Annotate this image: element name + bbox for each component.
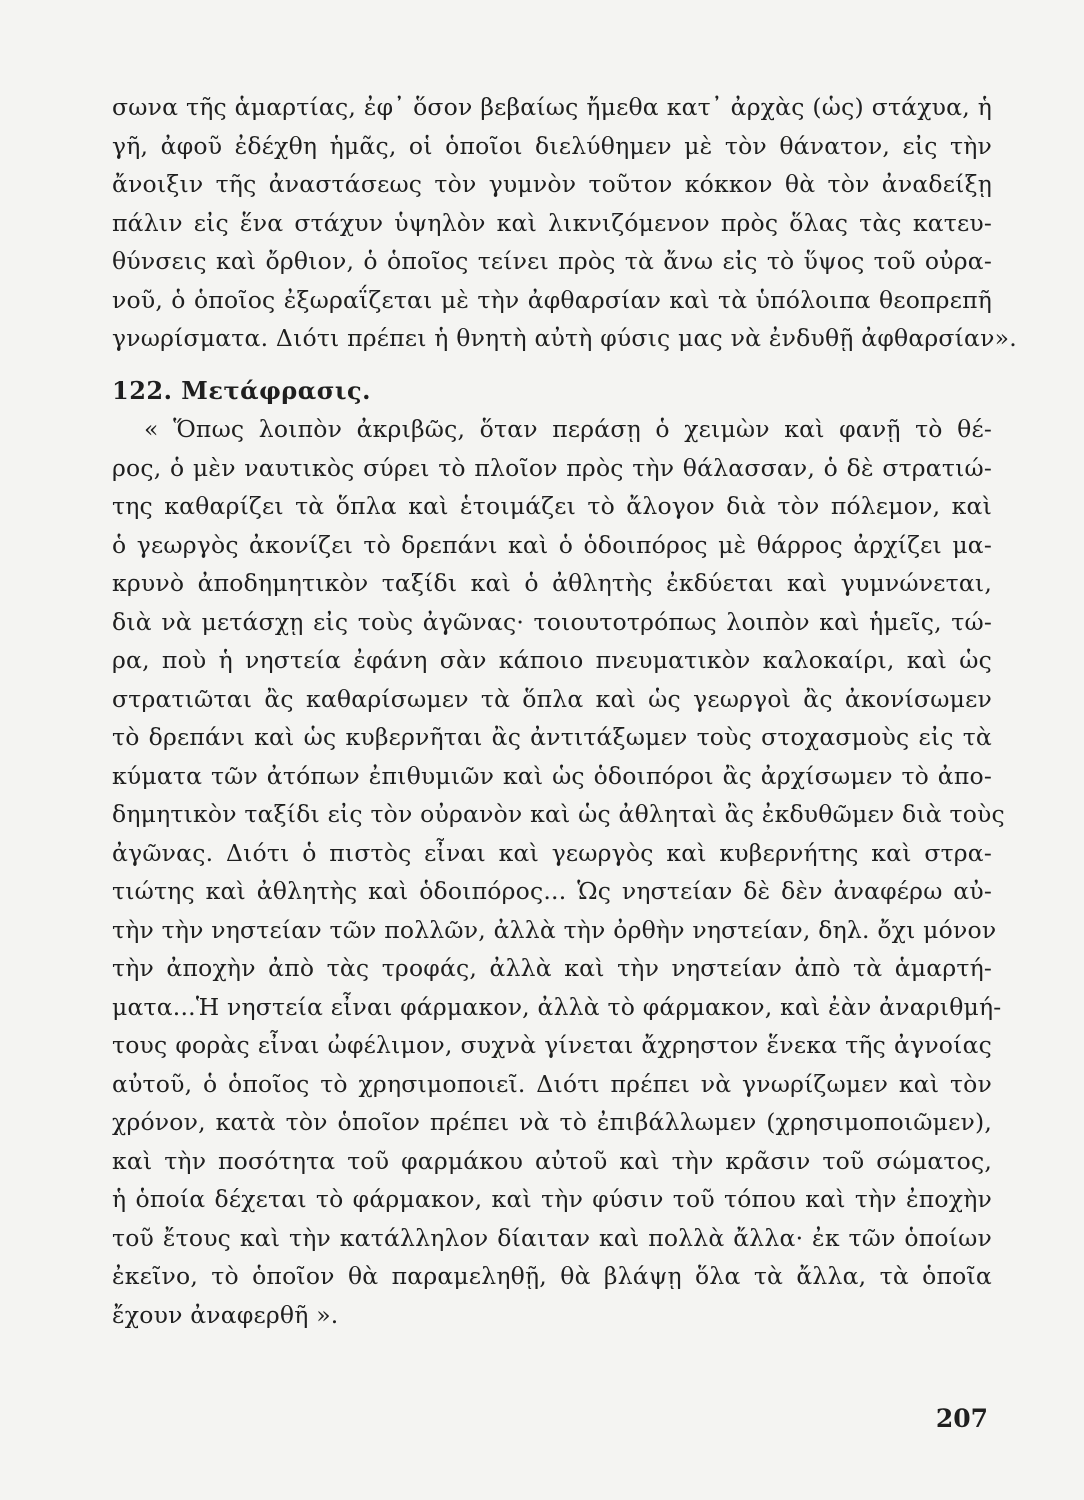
paragraph-2 (112, 410, 1005, 1334)
text-line: τὸ δρεπάνι καὶ ὡς κυβερνῆται ἂς ἀντιτάξωμεν τοὺς στοχασμοὺς εἰς τὰ (112, 723, 992, 751)
text-line: της καθαρίζει τὰ ὅπλα καὶ ἑτοιμάζει τὸ ἄλογον διὰ τὸν πόλεμον, καὶ (112, 492, 992, 520)
text-line: ἄνοιξιν τῆς ἀναστάσεως τὸν γυμνὸν τοῦτον κόκκον θὰ τὸν ἀναδείξῃ (112, 170, 992, 198)
text-line: ἔχουν ἀναφερθῆ ». (112, 1300, 339, 1329)
text-line: καὶ τὴν ποσότητα τοῦ φαρμάκου αὐτοῦ καὶ τὴν κρᾶσιν τοῦ σώματος, (112, 1146, 992, 1175)
page-number: 207 (935, 1404, 988, 1433)
text-line: τοῦ ἔτους καὶ τὴν κατάλληλον δίαιταν καὶ πολλὰ ἄλλα· ἐκ τῶν ὁποίων (112, 1223, 992, 1252)
text-line: κύματα τῶν ἀτόπων ἐπιθυμιῶν καὶ ὡς ὁδοιπόροι ἂς ἀρχίσωμεν τὸ ἀπο- (112, 761, 992, 790)
text-line: ἀγῶνας. Διότι ὁ πιστὸς εἶναι καὶ γεωργὸς καὶ κυβερνήτης καὶ στρα- (112, 838, 992, 867)
text-line: ρος, ὁ μὲν ναυτικὸς σύρει τὸ πλοῖον πρὸς τὴν θάλασσαν, ὁ δὲ στρατιώ- (112, 453, 992, 482)
text-line: θύνσεις καὶ ὄρθιον, ὁ ὁποῖος τείνει πρὸς τὰ ἄνω εἰς τὸ ὕψος τοῦ οὐρα- (112, 247, 992, 275)
text-line: χρόνον, κατὰ τὸν ὁποῖον πρέπει νὰ τὸ ἐπιβάλλωμεν (χρησιμοποιῶμεν), (112, 1108, 992, 1136)
text-line: πάλιν εἰς ἕνα στάχυν ὑψηλὸν καὶ λικνιζόμενον πρὸς ὅλας τὰς κατευ- (112, 208, 992, 237)
text-line: γνωρίσματα. Διότι πρέπει ἡ θνητὴ αὐτὴ φύσις μας νὰ ἐνδυθῇ ἀφθαρσίαν». (112, 324, 1017, 352)
text-line: διὰ νὰ μετάσχῃ εἰς τοὺς ἀγῶνας· τοιουτοτρόπως λοιπὸν καὶ ἡμεῖς, τώ- (112, 607, 992, 636)
text-line: ὁ γεωργὸς ἀκονίζει τὸ δρεπάνι καὶ ὁ ὁδοιπόρος μὲ θάρρος ἀρχίζει μα- (112, 530, 992, 559)
text-line: τους φορὰς εἶναι ὠφέλιμον, συχνὰ γίνεται ἄχρηστον ἕνεκα τῆς ἀγνοίας (112, 1031, 992, 1059)
text-line: ἐκεῖνο, τὸ ὁποῖον θὰ παραμεληθῇ, θὰ βλάψῃ ὅλα τὰ ἄλλα, τὰ ὁποῖα (112, 1262, 992, 1290)
text-line: ματα...Ἡ νηστεία εἶναι φάρμακον, ἀλλὰ τὸ φάρμακον, καὶ ἐὰν ἀναριθμή- (112, 992, 1002, 1021)
page-body (112, 88, 1017, 1334)
text-line: τιώτης καὶ ἀθλητὴς καὶ ὁδοιπόρος... Ὡς νηστείαν δὲ δὲν ἀναφέρω αὐ- (112, 877, 992, 905)
text-line: στρατιῶται ἂς καθαρίσωμεν τὰ ὅπλα καὶ ὡς γεωργοὶ ἂς ἀκονίσωμεν (112, 684, 992, 713)
text-line: αὐτοῦ, ὁ ὁποῖος τὸ χρησιμοποιεῖ. Διότι πρέπει νὰ γνωρίζωμεν καὶ τὸν (112, 1069, 992, 1098)
text-line: σωνα τῆς ἁμαρτίας, ἐφ᾿ ὅσον βεβαίως ἤμεθα κατ᾿ ἀρχὰς (ὡς) στάχυα, ἡ (112, 93, 992, 121)
text-line: τὴν τὴν νηστείαν τῶν πολλῶν, ἀλλὰ τὴν ὀρθὴν νηστείαν, δηλ. ὄχι μόνον (112, 915, 997, 944)
paragraph-1 (112, 88, 1017, 358)
text-line: δημητικὸν ταξίδι εἰς τὸν οὐρανὸν καὶ ὡς ἀθληταὶ ἂς ἐκδυθῶμεν διὰ τοὺς (112, 800, 1005, 828)
text-line: νοῦ, ὁ ὁποῖος ἐξωραΐζεται μὲ τὴν ἀφθαρσίαν καὶ τὰ ὑπόλοιπα θεοπρεπῆ (112, 285, 992, 314)
text-line: ρα, ποὺ ἡ νηστεία ἐφάνη σὰν κάποιο πνευματικὸν καλοκαίρι, καὶ ὡς (112, 646, 992, 674)
text-line: γῆ, ἀφοῦ ἐδέχθη ἡμᾶς, οἱ ὁποῖοι διελύθημεν μὲ τὸν θάνατον, εἰς τὴν (112, 131, 992, 160)
section-heading: 122. Μετάφρασις. (112, 375, 372, 405)
text-line: κρυνὸ ἀποδημητικὸν ταξίδι καὶ ὁ ἀθλητὴς ἐκδύεται καὶ γυμνώνεται, (112, 569, 992, 597)
text-line: τὴν ἀποχὴν ἀπὸ τὰς τροφάς, ἀλλὰ καὶ τὴν νηστείαν ἀπὸ τὰ ἁμαρτή- (112, 954, 992, 982)
text-line: ἡ ὁποία δέχεται τὸ φάρμακον, καὶ τὴν φύσιν τοῦ τόπου καὶ τὴν ἐποχὴν (112, 1185, 992, 1213)
text-line: « Ὅπως λοιπὸν ἀκριβῶς, ὅταν περάσῃ ὁ χειμὼν καὶ φανῇ τὸ θέ- (144, 415, 992, 443)
